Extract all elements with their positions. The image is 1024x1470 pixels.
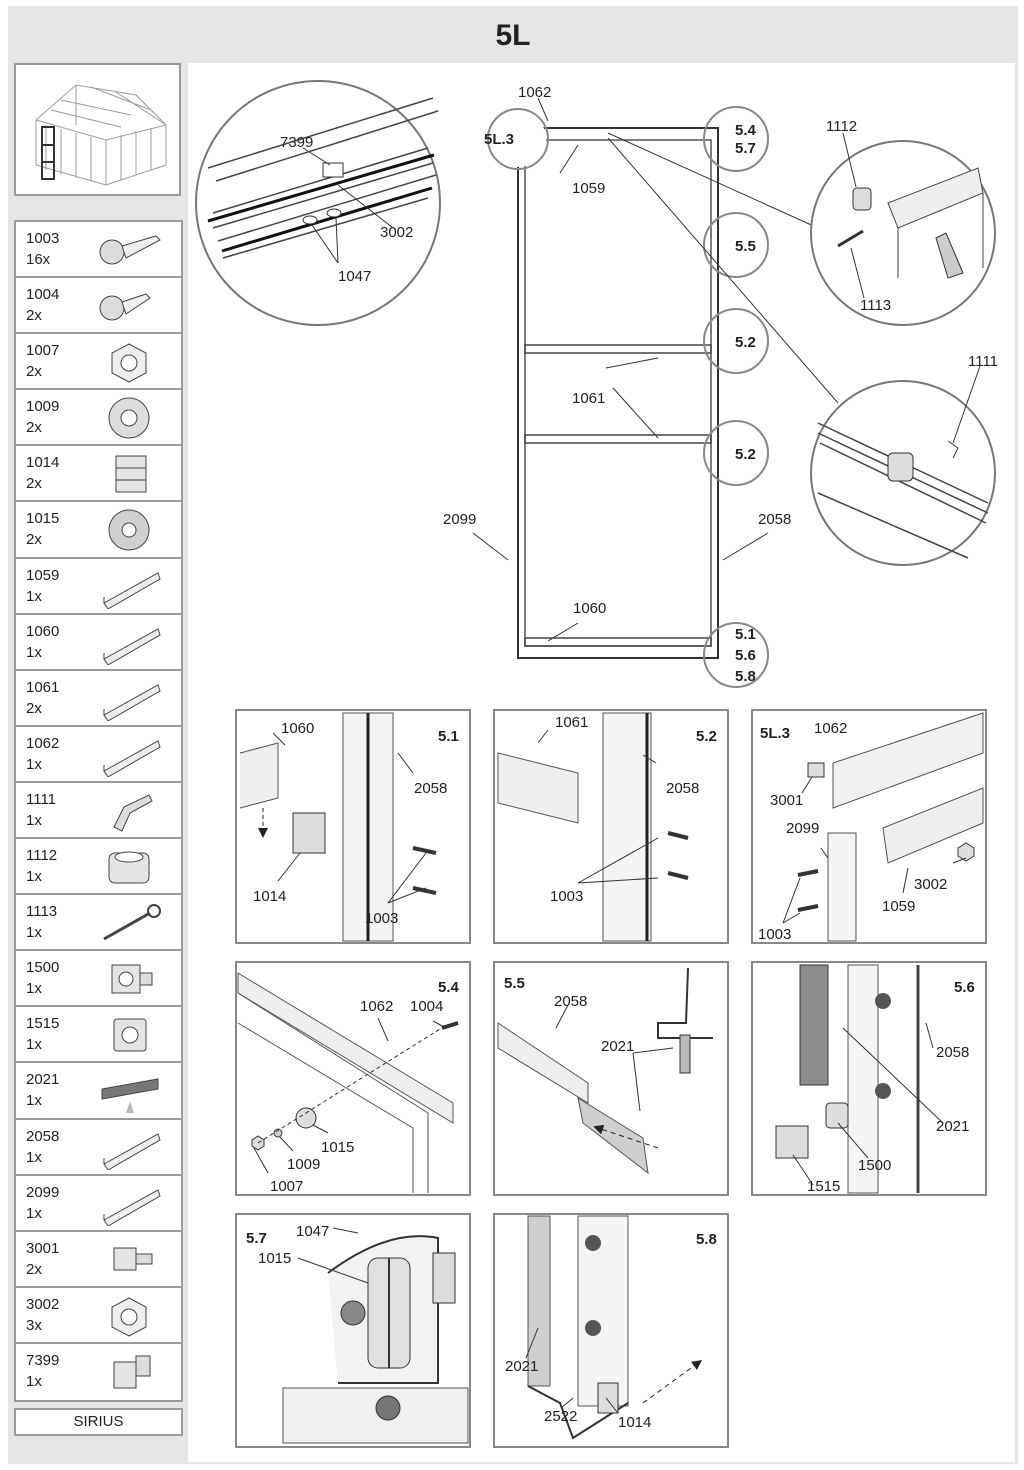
latch-icon — [94, 787, 164, 833]
greenhouse-icon — [16, 65, 179, 194]
part-quantity: 1x — [26, 924, 42, 942]
panel-5-4-label-1007: 1007 — [270, 1178, 304, 1195]
parts-list — [14, 220, 183, 1402]
part-number: 2099 — [26, 1183, 60, 1201]
roller-icon — [94, 843, 164, 889]
callout-5-5: 5.5 — [735, 238, 756, 255]
part-number: 1062 — [26, 734, 60, 752]
panel-5-1-label-2058: 2058 — [414, 780, 448, 797]
part-number: 1009 — [26, 398, 60, 416]
callout-5-4: 5.4 — [735, 122, 756, 139]
panel-5-8-label-1014: 1014 — [618, 1414, 652, 1431]
detail-circle-top-left — [196, 81, 440, 325]
panel-5-6-label-1500: 1500 — [858, 1157, 892, 1174]
stop-block-icon — [94, 1348, 164, 1394]
panel-5-5-label-2021: 2021 — [601, 1038, 635, 1055]
part-row-1007 — [16, 334, 181, 390]
overview-label-1059: 1059 — [572, 180, 606, 197]
panel-5-4 — [236, 962, 470, 1195]
part-quantity: 2x — [26, 1260, 42, 1278]
panel-5-2-label-2058: 2058 — [666, 780, 700, 797]
part-row-1112 — [16, 839, 181, 895]
panel-5l-3-label-2099: 2099 — [786, 820, 820, 837]
panel-5-7-step: 5.7 — [246, 1230, 267, 1247]
part-number: 1004 — [26, 286, 60, 304]
panel-5-4-label-1015: 1015 — [321, 1139, 355, 1156]
part-quantity: 3x — [26, 1316, 42, 1334]
panel-5-2-label-1061: 1061 — [555, 714, 589, 731]
panel-5-5 — [494, 962, 728, 1195]
profile-icon — [94, 675, 164, 721]
door-frame-overview — [443, 84, 838, 687]
label-1112: 1112 — [826, 118, 858, 135]
part-row-2099 — [16, 1176, 181, 1232]
part-number: 3002 — [26, 1295, 60, 1313]
part-row-1111 — [16, 783, 181, 839]
panel-5-4-label-1062: 1062 — [360, 998, 394, 1015]
part-row-1061 — [16, 671, 181, 727]
part-number: 2021 — [26, 1071, 60, 1089]
label-7399: 7399 — [280, 134, 314, 151]
part-row-1015 — [16, 502, 181, 558]
part-quantity: 1x — [26, 1036, 42, 1054]
panel-5l-3 — [752, 710, 986, 943]
panel-5l-3-step: 5L.3 — [760, 725, 791, 742]
panel-5-2-label-1003: 1003 — [550, 888, 584, 905]
overview-label-2099: 2099 — [443, 511, 477, 528]
hex-nut-icon — [94, 338, 164, 384]
callout-5-7: 5.7 — [735, 140, 756, 157]
part-quantity: 1x — [26, 1092, 42, 1110]
part-number: 3001 — [26, 1239, 60, 1257]
part-row-2058 — [16, 1120, 181, 1176]
part-number: 7399 — [26, 1351, 60, 1369]
part-number: 1014 — [26, 454, 60, 472]
part-quantity: 1x — [26, 980, 42, 998]
part-row-7399 — [16, 1344, 181, 1400]
screw-icon — [94, 226, 164, 272]
greenhouse-thumbnail — [14, 63, 181, 196]
panel-5-6-label-2021: 2021 — [936, 1118, 970, 1135]
part-quantity: 1x — [26, 755, 42, 773]
part-number: 1111 — [26, 790, 57, 808]
label-1111: 1111 — [968, 353, 999, 370]
panel-5l-3-label-3001: 3001 — [770, 792, 804, 809]
callout-5-8: 5.8 — [735, 668, 756, 685]
callout-5-2b: 5.2 — [735, 446, 756, 463]
callout-5-2a: 5.2 — [735, 334, 756, 351]
profile-icon — [94, 1124, 164, 1170]
instruction-sheet — [8, 6, 1018, 1464]
panel-5-4-label-1004: 1004 — [410, 998, 444, 1015]
part-row-1515 — [16, 1007, 181, 1063]
square-nut-icon — [94, 1011, 164, 1057]
connector-block-icon — [94, 450, 164, 496]
part-number: 1112 — [26, 847, 58, 865]
part-row-1060 — [16, 615, 181, 671]
product-name: SIRIUS — [14, 1408, 183, 1436]
panel-5-8-label-2522: 2522 — [544, 1408, 578, 1425]
part-number: 1003 — [26, 230, 60, 247]
part-quantity: 16x — [26, 251, 51, 268]
part-row-1004 — [16, 278, 181, 334]
panel-5-5-step: 5.5 — [504, 975, 525, 992]
part-row-1014 — [16, 446, 181, 502]
part-quantity: 1x — [26, 868, 42, 886]
part-number: 1061 — [26, 678, 60, 696]
overview-label-1060: 1060 — [573, 600, 607, 617]
callout-5l3: 5L.3 — [484, 131, 515, 148]
assembly-diagram-area — [188, 63, 1015, 1462]
panel-5-1-step: 5.1 — [438, 728, 459, 745]
panel-5-1-label-1060: 1060 — [281, 720, 315, 737]
square-nut-bolt-icon — [94, 955, 164, 1001]
detail-circle-right-mid — [811, 353, 998, 565]
part-quantity: 2x — [26, 363, 42, 381]
part-row-1059 — [16, 559, 181, 615]
part-number: 1007 — [26, 342, 60, 360]
panel-5-6-step: 5.6 — [954, 979, 975, 996]
panel-5l-3-label-1003: 1003 — [758, 926, 792, 943]
callout-5-1: 5.1 — [735, 626, 756, 643]
panel-5l-3-label-1059: 1059 — [882, 898, 916, 915]
panel-5-5-label-2058: 2058 — [554, 993, 588, 1010]
pin-icon — [94, 899, 164, 945]
short-screw-icon — [94, 282, 164, 328]
panel-5-8-step: 5.8 — [696, 1231, 717, 1248]
part-row-1062 — [16, 727, 181, 783]
part-quantity: 2x — [26, 699, 42, 717]
part-row-1009 — [16, 390, 181, 446]
part-quantity: 2x — [26, 419, 42, 437]
part-row-3001 — [16, 1232, 181, 1288]
part-row-1003 — [16, 222, 181, 278]
panel-5l-3-label-3002: 3002 — [914, 876, 948, 893]
part-number: 1500 — [26, 959, 60, 977]
panel-5-1-label-1003: 1003 — [365, 910, 399, 927]
overview-label-2058: 2058 — [758, 511, 792, 528]
panel-5-2 — [494, 710, 728, 943]
detail-circle-top-right — [811, 118, 995, 325]
overview-label-1062: 1062 — [518, 84, 552, 101]
part-quantity: 1x — [26, 1372, 42, 1390]
panel-5-8 — [494, 1214, 728, 1447]
panel-5-1 — [236, 710, 470, 943]
part-row-1500 — [16, 951, 181, 1007]
part-quantity: 1x — [26, 1204, 42, 1222]
label-3002: 3002 — [380, 224, 414, 241]
bolt-head-icon — [94, 1236, 164, 1282]
part-number: 1060 — [26, 622, 60, 640]
panel-5-4-label-1009: 1009 — [287, 1156, 321, 1173]
panel-5-7 — [236, 1214, 470, 1447]
part-row-2021 — [16, 1063, 181, 1119]
panel-5-7-label-1015: 1015 — [258, 1250, 292, 1267]
assembly-drawing — [188, 63, 1015, 1462]
panel-5l-3-label-1062: 1062 — [814, 720, 848, 737]
brush-strip-icon — [94, 1067, 164, 1113]
profile-icon — [94, 563, 164, 609]
panel-5-8-label-2021: 2021 — [505, 1358, 539, 1375]
part-row-1113 — [16, 895, 181, 951]
part-quantity: 1x — [26, 1148, 42, 1166]
part-quantity: 1x — [26, 643, 42, 661]
panel-5-7-label-1047: 1047 — [296, 1223, 330, 1240]
part-quantity: 1x — [26, 811, 42, 829]
label-1047: 1047 — [338, 268, 372, 285]
hex-nut-icon — [94, 1292, 164, 1338]
profile-icon — [94, 1180, 164, 1226]
part-number: 1113 — [26, 903, 58, 921]
label-1113: 1113 — [860, 297, 892, 314]
part-quantity: 1x — [26, 587, 42, 605]
profile-icon — [94, 731, 164, 777]
part-number: 1059 — [26, 566, 60, 584]
wheel-icon — [94, 506, 164, 552]
part-quantity: 2x — [26, 307, 42, 325]
page-title: 5L — [495, 19, 531, 52]
part-quantity: 2x — [26, 531, 42, 549]
overview-label-1061: 1061 — [572, 390, 606, 407]
part-number: 1015 — [26, 510, 60, 528]
profile-icon — [94, 619, 164, 665]
washer-icon — [94, 394, 164, 440]
panel-5-1-label-1014: 1014 — [253, 888, 287, 905]
part-number: 1515 — [26, 1015, 60, 1033]
panel-5-6 — [752, 962, 986, 1195]
part-quantity: 2x — [26, 475, 42, 493]
panel-5-6-label-2058: 2058 — [936, 1044, 970, 1061]
panel-5-6-label-1515: 1515 — [807, 1178, 841, 1195]
panel-5-2-step: 5.2 — [696, 728, 717, 745]
part-number: 2058 — [26, 1127, 60, 1145]
part-row-3002 — [16, 1288, 181, 1344]
callout-5-6: 5.6 — [735, 647, 756, 664]
panel-5-4-step: 5.4 — [438, 979, 459, 996]
